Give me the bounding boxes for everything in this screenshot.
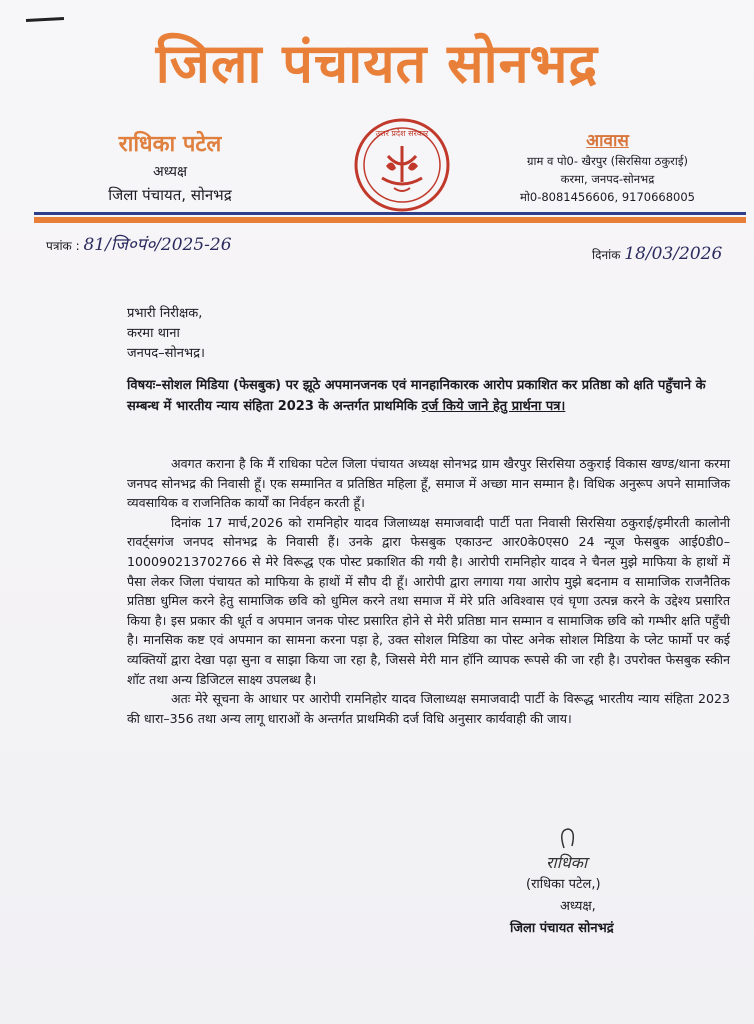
header-rule-blue xyxy=(34,212,746,215)
residence-phones: मो0-8081456606, 9170668005 xyxy=(520,190,695,204)
letter-body xyxy=(127,454,730,728)
subject-text: सोशल मिडिया (फेसबुक) पर झूठे अपमानजनक एवं मानहानिकारक आरोप प्रकाशित कर प्रतिष्ठा को क्षति पहुँचाने के सम्बन्ध में भारतीय न्याय संहिता 2023 के अन्तर्गत प्राथमिकि xyxy=(127,378,706,414)
chairperson-name: राधिका पटेल xyxy=(118,132,222,157)
date-value: 18/03/2026 xyxy=(624,244,723,264)
addressee-line3: जनपद–सोनभद्र। xyxy=(127,346,205,361)
letterhead-title: जिला पंचायत सोनभद्र xyxy=(155,32,599,95)
government-seal-icon xyxy=(352,116,452,214)
signatory-name: (राधिका पटेल,) xyxy=(526,877,601,892)
signatory-office: जिला पंचायत सोनभद्रं xyxy=(510,921,614,936)
reference-number xyxy=(46,232,232,255)
residence-line1: ग्राम व पो0- खैरपुर (सिरसिया ठकुराई) xyxy=(526,154,688,168)
residence-line2: करमा, जनपद-सोनभद्र xyxy=(560,172,655,186)
addressee-block xyxy=(127,304,205,364)
residence-label: आवास xyxy=(586,131,629,151)
header-rule-orange xyxy=(34,217,746,223)
chairperson-role: अध्यक्ष xyxy=(152,164,188,180)
letter-date xyxy=(592,244,722,264)
body-paragraph-1: अवगत कराना है कि मैं राधिका पटेल जिला पंचायत अध्यक्ष सोनभद्र ग्राम खैरपुर सिरसिया ठकुराई विकास खण्ड/थाना करमा जनपद सोनभद्र की निवासी हूँ। एक सम्मानित व प्रतिष्ठित महिला हूँ, समाज में अच्छा मान सम्मान है। विधिक अनुरूप अपने सामाजिक व्यवसायिक व राजनितिक कार्यों का निर्वहन करती हूँ। xyxy=(127,456,730,511)
subject-line xyxy=(127,376,727,417)
date-label: दिनांक xyxy=(592,248,621,262)
seal-text: उत्तर प्रदेश सरकार xyxy=(375,129,429,138)
letterhead-left xyxy=(70,128,270,205)
signatory-title: अध्यक्ष, xyxy=(560,899,596,914)
addressee-line1: प्रभारी निरीक्षक, xyxy=(127,306,203,321)
subject-label: विषयः– xyxy=(127,378,162,393)
signature-handwritten: राधिका xyxy=(546,853,588,872)
reference-label: पत्रांक : xyxy=(46,239,80,253)
corner-mark xyxy=(26,17,64,22)
body-paragraph-3: अतः मेरे सूचना के आधार पर आरोपी रामनिहोर यादव जिलाध्यक्ष समाजवादी पार्टी के विरूद्ध भारतीय न्याय संहिता 2023 की धारा–356 तथा अन्य लागू धाराओं के अन्तर्गत प्राथमिकी दर्ज विधि अनुसार कार्यवाही की जाय। xyxy=(127,691,730,726)
chairperson-office: जिला पंचायत, सोनभद्र xyxy=(108,186,232,204)
letterhead-right xyxy=(490,128,725,205)
signature-stroke-icon xyxy=(556,826,580,850)
subject-underlined: दर्ज किये जाने हेतु प्रार्थना पत्र। xyxy=(421,398,566,414)
addressee-line2: करमा थाना xyxy=(127,326,180,341)
body-paragraph-2: दिनांक 17 मार्च,2026 को रामनिहोर यादव जिलाध्यक्ष समाजवादी पार्टी पता निवासी सिरसिया ठकुराई/इमीरती कालोनी रावर्ट्सगंज जनपद सोनभद्र के निवासी हैं। उनके द्वारा फेसबुक एकाउन्ट आर0के0एस0 24 न्यूज फेसबुक आई0डी0–100090213702766 से मेरे विरूद्ध एक पोस्ट प्रकाशित की गयी है। आरोपी रामनिहोर यादव ने चैनल मुझे माफिया के हाथों में पैसा लेकर जिला पंचायत को माफिया के हाथों में सौप दी हूँ। आरोपी द्वारा लगाया गया आरोप मुझे बदनाम व सामाजिक राजनैतिक प्रतिष्ठा धुमिल करने हेतु सामाजिक छवि को धुमिल करने तथा समाज में मेरे प्रति अविश्वास एवं घृणा उत्पन्न करने के उद्देश्य प्रसारित किया है। इस प्रकार की धूर्त व अपमान जनक पोस्ट प्रसारित होने से मेरी प्रतिष्ठा मान सम्मान व सामाजिक छवि को गम्भीर क्षति पहुँची है। मानसिक कष्ट एवं अपमान का सामना करना पड़ा हे, उक्त सोशल मिडिया का पोस्ट अनेक सोशल मिडिया के प्लेट फार्मो पर कई व्यक्तियों द्वारा देखा पढ़ा सुना व साझा किया जा रहा है, जिससे मेरी मान हॉनि व्यापक रूपसे की जा रही है। उपरोक्त फेसबुक स्कीन शॉट तथा अन्य डिजिटल साक्ष्य उपलब्ध है। xyxy=(127,514,730,687)
reference-value: 81/जि०पं०/2025-26 xyxy=(83,235,232,255)
